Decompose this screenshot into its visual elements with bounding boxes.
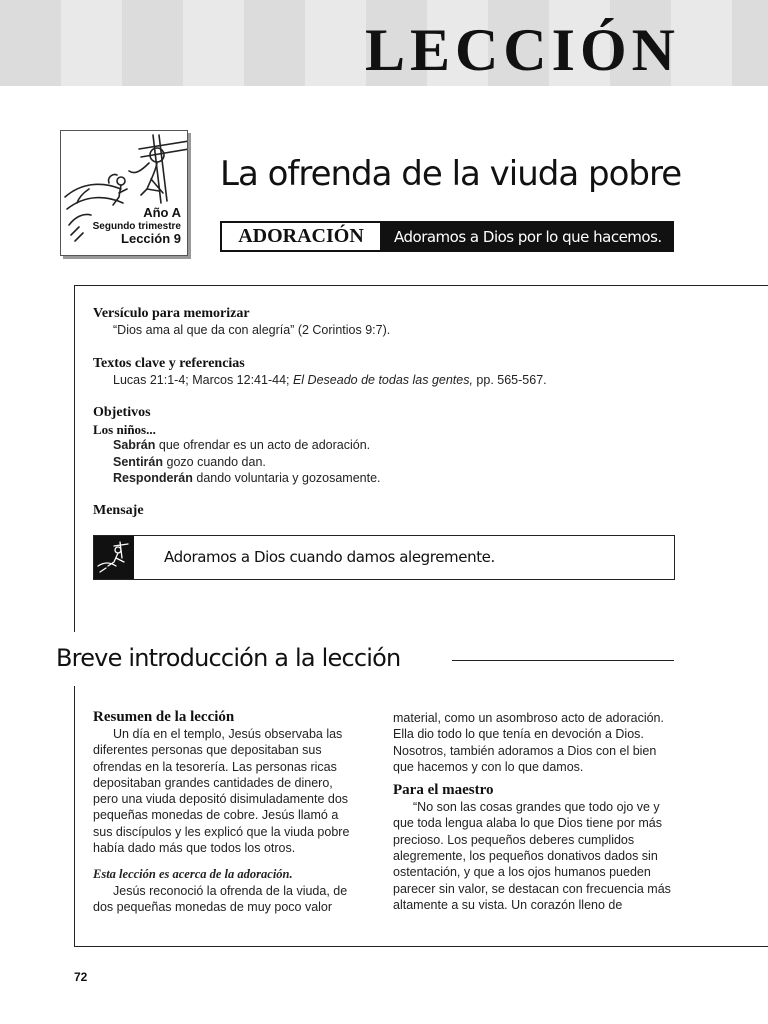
references-text-a: Lucas 21:1-4; Marcos 12:41-44; — [113, 373, 293, 387]
lesson-word: LECCIÓN — [364, 17, 680, 83]
message-heading: Mensaje — [93, 503, 144, 518]
intro-rule — [452, 660, 674, 661]
continuation-paragraph: material, como un asombroso acto de adoración. Ella dio todo lo que tenía en devoción a Dios. Nosotros, también adoramos a Dios con el bien que hacemos y con lo que damos. — [393, 711, 664, 774]
frame-line — [74, 285, 768, 287]
badge-lesson: Lección 9 — [121, 231, 181, 247]
objective-rest: gozo cuando dan. — [163, 455, 266, 469]
badge-year: Año A — [143, 204, 181, 220]
page-title: La ofrenda de la viuda pobre — [220, 154, 682, 194]
worship-banner — [220, 221, 674, 252]
message-box — [93, 535, 675, 580]
references-text — [113, 373, 547, 387]
banner-tag: ADORACIÓN — [222, 223, 380, 250]
references-text-b: pp. 565-567. — [472, 373, 547, 387]
references-heading: Textos clave y referencias — [93, 356, 245, 371]
summary-heading: Resumen de la lección — [93, 709, 235, 725]
objective-verb: Sabrán — [113, 438, 156, 452]
band-stripe — [183, 0, 244, 86]
worship-heading: Esta lección es acerca de la adoración. — [93, 867, 293, 882]
objective-rest: dando voluntaria y gozosamente. — [192, 471, 381, 485]
objective-rest: que ofrendar es un acto de adoración. — [155, 438, 371, 452]
objective-item — [113, 471, 381, 485]
teacher-column — [393, 710, 678, 913]
objective-item — [113, 455, 266, 469]
frame-line — [74, 686, 76, 947]
band-stripe — [671, 0, 732, 86]
memory-text: “Dios ama al que da con alegría” (2 Corintios 9:7). — [113, 323, 391, 337]
references-book: El Deseado de todas las gentes, — [292, 373, 473, 387]
badge-text — [93, 206, 181, 247]
banner-text: Adoramos a Dios por lo que hacemos. — [394, 227, 662, 246]
memory-heading: Versículo para memorizar — [93, 306, 250, 321]
band-stripe — [61, 0, 122, 86]
summary-column — [93, 708, 355, 915]
frame-line — [74, 946, 768, 948]
objectives-heading: Objetivos — [93, 405, 151, 420]
teacher-heading: Para el maestro — [393, 782, 494, 799]
intro-heading: Breve introducción a la lección — [56, 644, 401, 672]
page-number: 72 — [74, 970, 88, 984]
objective-item — [113, 438, 370, 452]
summary-paragraph: Un día en el templo, Jesús observaba las diferentes personas que depositaban sus ofrendas en la tesorería. Las personas ricas depositaban grandes cantidades de dinero, pero una viuda depositó disimuladamente dos pequeñas monedas de cobre. Jesús llamó a sus discípulos y les explicó que la viuda pobre había dado más que todos los otros. — [93, 727, 350, 856]
badge-quarter: Segundo trimestre — [92, 220, 181, 232]
objective-verb: Sentirán — [113, 455, 164, 469]
lesson-badge — [60, 130, 188, 256]
band-stripe — [305, 0, 366, 86]
objective-verb: Responderán — [113, 471, 193, 485]
message-text: Adoramos a Dios cuando damos alegremente. — [164, 548, 495, 566]
objectives-subheading: Los niños... — [93, 422, 156, 437]
frame-line — [74, 285, 76, 632]
teacher-paragraph: “No son las cosas grandes que todo ojo ve y que toda lengua alaba lo que Dios tiene por más precioso. Los pequeños deberes cumplidos alegremente, los pequeños donativos dados sin ostentación, y que a los ojos humanos pueden parecer sin valor, se destacan con frecuencia más altamente a su vista. Un corazón lleno de — [393, 800, 671, 912]
worship-paragraph: Jesús reconoció la ofrenda de la viuda, de dos pequeñas monedas de muy poco valor — [93, 883, 348, 914]
child-cross-icon — [94, 536, 134, 579]
